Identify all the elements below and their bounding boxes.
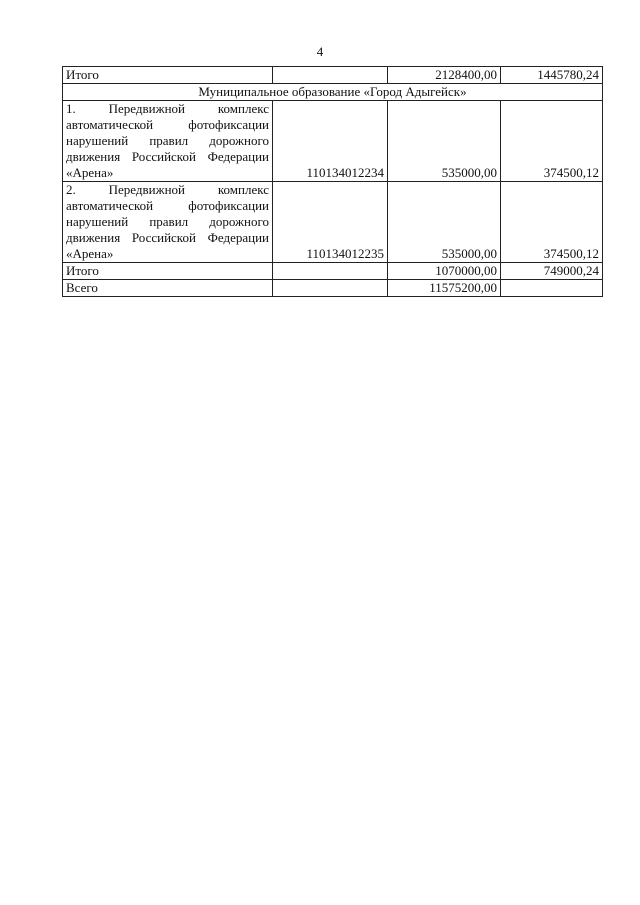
- table-row: [63, 182, 603, 263]
- row-value: 749000,24: [501, 263, 603, 280]
- row-label: Итого: [63, 263, 273, 280]
- row-amount: 535000,00: [388, 182, 501, 263]
- table-row: [63, 67, 603, 84]
- row-code: 110134012234: [273, 101, 388, 182]
- page-number: 4: [316, 44, 324, 59]
- row-amount: 535000,00: [388, 101, 501, 182]
- row-label: 2. Передвижной комплекс автоматической фотофиксации нарушений правил дорожного движения Российской Федерации «Арена»: [63, 182, 273, 263]
- row-amount: 1070000,00: [388, 263, 501, 280]
- table-row: [63, 280, 603, 297]
- row-value: [501, 280, 603, 297]
- row-amount: 11575200,00: [388, 280, 501, 297]
- row-value: 374500,12: [501, 101, 603, 182]
- row-value: 1445780,24: [501, 67, 603, 84]
- section-title: Муниципальное образование «Город Адыгейск»: [63, 84, 603, 101]
- row-code: [273, 67, 388, 84]
- row-code: 110134012235: [273, 182, 388, 263]
- row-label: 1. Передвижной комплекс автоматической фотофиксации нарушений правил дорожного движения Российской Федерации «Арена»: [63, 101, 273, 182]
- table-row: [63, 101, 603, 182]
- row-label: Всего: [63, 280, 273, 297]
- row-value: 374500,12: [501, 182, 603, 263]
- table-row: [63, 263, 603, 280]
- row-label: Итого: [63, 67, 273, 84]
- row-code: [273, 263, 388, 280]
- row-amount: 2128400,00: [388, 67, 501, 84]
- data-table: [62, 66, 603, 297]
- section-header-row: [63, 84, 603, 101]
- row-code: [273, 280, 388, 297]
